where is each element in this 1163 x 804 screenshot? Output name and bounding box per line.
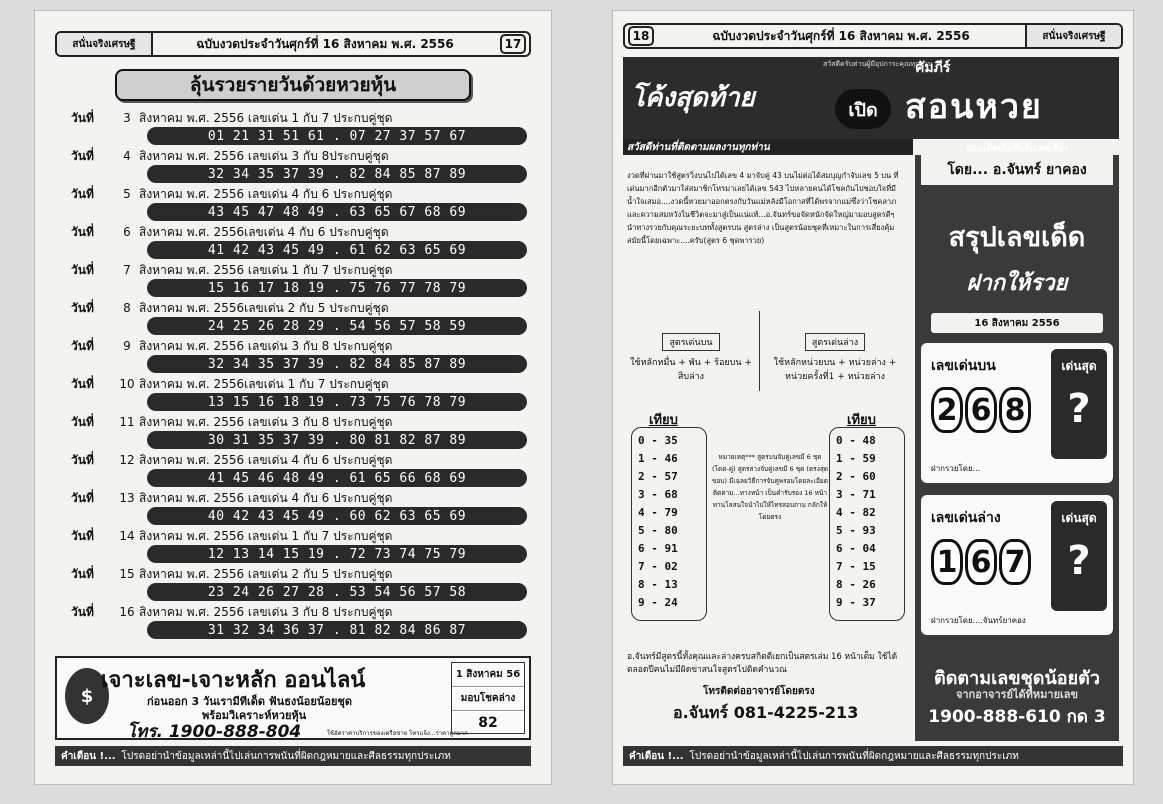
row-numbers: 32 34 35 37 39 . 82 84 85 87 89 — [147, 355, 527, 373]
list-item — [71, 451, 527, 489]
tiab-row: 1 - 46 — [638, 452, 678, 465]
list-item — [71, 565, 527, 603]
tiab-row: 9 - 37 — [836, 596, 876, 609]
page-number: 17 — [500, 34, 526, 54]
list-item — [71, 337, 527, 375]
daily-number-list — [71, 109, 527, 641]
row-day: 11 — [119, 415, 135, 429]
special-label: เด่นสุด — [1061, 359, 1097, 373]
tiab-label-right: เทียบ — [847, 413, 876, 428]
row-heading — [71, 527, 527, 545]
ad-side-box — [451, 662, 525, 734]
tiab-row: 4 - 82 — [836, 506, 876, 519]
row-day: 9 — [123, 339, 131, 353]
middle-notes: หมายเหตุ*** สูตรบนจับคู่เลขมี 6 ชุด (โดด-คู่) สูตรล่างจับคู่เลขมี 6 ชุด (ตรงสุดขอบ) มีเฉลยวิธีการจับคู่พรอมโดยละเอียด ติดตาม...ทางหน้า เป็นคำรับรอง 16 หน้า ทานโลสนใจนำไปให้ไทรสอบถาม กลักให้โดยตรง — [711, 453, 829, 521]
row-wan: วันที่ — [71, 452, 94, 467]
intro-paragraph: งวดที่ผ่านมาใช้สูตรวิ่งบนไปได้เลข 4 มาจับคู่ 43 บนไม่ต่อได้สมบุญกำจับเลข 5 บน ที่เด่นมากอีกตัวมาใส่สมาชิกโหรมาเลยได้เลข 543 ไปหลายคนได้โชคกันไปชอบใจที่มีน้ำใจเสมอ....งวดนี้หวยมาออกตรงกับวันแม่หลังมีโอกาสที่ได้พรจากแม่ซึ่งว่าโชคลาภและความสมหวังในชีวิตจะมาสู่เป็นแน่แท้...อ.จันทร์ขอจัดหนักจัดใหญ่มามอบสูตรดีๆ นำทางรวยกับคุณระยะบททั้งสูตรบน สูตรล่าง เป็นสูตรน้อยชุดที่เหมาะในการเสี่ยงคุ้มสมัยนี้โดยเฉพาะ....ครับ(สูตร 6 ชุดพารวย) — [627, 171, 899, 245]
row-text: สิงหาคม พ.ศ. 2556 เลขเด่น 4 กับ 6 ประกบคู่ชุด — [139, 490, 393, 505]
headline-small: สวัสดีครับท่านผู้มีอุปการะคุณทุกท่าน — [823, 60, 933, 68]
side-label: มอบโชคล่าง — [452, 687, 524, 711]
digit: 6 — [965, 387, 997, 433]
tiab-row: 3 - 71 — [836, 488, 876, 501]
row-text: สิงหาคม พ.ศ. 2556 เลขเด่น 3 กับ 8ประกบคู่ชุด — [139, 148, 389, 163]
row-heading — [71, 375, 527, 393]
row-wan: วันที่ — [71, 186, 94, 201]
ad-note: ใช้อัตราค่าบริการของเครือข่าย โทรแจ้ง...ราคาถูกมาก — [327, 730, 468, 737]
row-numbers: 41 42 43 45 49 . 61 62 63 65 69 — [147, 241, 527, 259]
digit: 6 — [965, 539, 997, 585]
row-heading — [71, 261, 527, 279]
row-heading — [71, 185, 527, 203]
row-wan: วันที่ — [71, 604, 94, 619]
top-number-card — [921, 343, 1113, 483]
side-value: 82 — [478, 715, 498, 731]
list-item — [71, 603, 527, 641]
tiab-row: 8 - 13 — [638, 578, 678, 591]
page-header — [623, 23, 1123, 49]
tiab-row: 4 - 79 — [638, 506, 678, 519]
row-text: สิงหาคม พ.ศ. 2556 เลขเด่น 1 กับ 7 ประกบคู่ชุด — [139, 262, 393, 277]
header-title: ฉบับงวดประจำวันศุกร์ที่ 16 สิงหาคม พ.ศ. 2556 — [196, 36, 454, 51]
row-text: สิงหาคม พ.ศ. 2556 เลขเด่น 4 กับ 6 ประกบคู่ชุด — [139, 452, 393, 467]
warning-label: คำเตือน !... — [629, 750, 684, 762]
row-wan: วันที่ — [71, 110, 94, 125]
row-text: สิงหาคม พ.ศ. 2556เลขเด่น 2 กับ 5 ประกบคู่ชุด — [139, 300, 389, 315]
row-wan: วันที่ — [71, 566, 94, 581]
special-label: เด่นสุด — [1061, 511, 1097, 525]
row-heading — [71, 489, 527, 507]
row-day: 4 — [123, 149, 131, 163]
row-heading — [71, 147, 527, 165]
row-day: 3 — [123, 111, 131, 125]
warning-footer — [55, 746, 531, 766]
row-day: 5 — [123, 187, 131, 201]
row-heading — [71, 565, 527, 583]
contact-label: โทรติดต่ออาจารย์โดยตรง — [703, 686, 815, 697]
brand-logo: สนั่นจริงเศรษฐี — [57, 33, 153, 55]
headline-c: คัมภีร์ — [915, 60, 951, 76]
promo-phone: 1900-888-610 กด 3 — [928, 707, 1106, 727]
summary-column — [915, 144, 1119, 741]
warning-label: คำเตือน !... — [61, 750, 116, 762]
row-heading — [71, 451, 527, 469]
tiab-row: 7 - 15 — [836, 560, 876, 573]
special-value: ? — [1067, 386, 1091, 432]
follow-title: ติดตามเลขชุดน้อยตัว — [934, 668, 1100, 689]
row-heading — [71, 223, 527, 241]
list-item — [71, 147, 527, 185]
ad-main — [57, 658, 468, 742]
row-text: สิงหาคม พ.ศ. 2556 เลขเด่น 3 กับ 8 ประกบคู่ชุด — [139, 414, 393, 429]
row-day: 10 — [119, 377, 135, 391]
tiab-row: 5 - 93 — [836, 524, 876, 537]
row-day: 8 — [123, 301, 131, 315]
row-heading — [71, 603, 527, 621]
special-box — [1051, 349, 1107, 459]
side-date: 1 สิงหาคม 56 — [452, 663, 524, 687]
special-value: ? — [1067, 538, 1091, 584]
row-numbers: 40 42 43 45 49 . 60 62 63 65 69 — [147, 507, 527, 525]
row-wan: วันที่ — [71, 528, 94, 543]
list-item — [71, 223, 527, 261]
row-heading — [71, 299, 527, 317]
author-name: โดย... อ.จันทร์ ยาคอง — [921, 155, 1113, 185]
formula-bottom-label: สูตรเด่นล่าง — [805, 333, 865, 351]
page-header — [55, 31, 531, 57]
row-wan: วันที่ — [71, 414, 94, 429]
row-heading — [71, 413, 527, 431]
row-day: 13 — [119, 491, 135, 505]
row-text: สิงหาคม พ.ศ. 2556 เลขเด่น 1 กับ 7 ประกบคู่ชุด — [139, 528, 393, 543]
contact-phone: อ.จันทร์ 081-4225-213 — [673, 703, 859, 722]
summary-subtitle: ฝากให้รวย — [966, 271, 1068, 296]
digit: 8 — [999, 387, 1031, 433]
formula-bottom-text: ใช้หลักหน่วยบน + หน่วยล่าง + หน่วยครั้งที่1 + หน่วยล่าง — [773, 358, 897, 382]
formula-top-text: ใช้หลักหมื่น + พัน + ร้อยบน + สิบล่าง — [630, 358, 752, 382]
money-bag-icon: $ — [65, 668, 109, 724]
list-item — [71, 185, 527, 223]
headline-a: โค้งสุดท้าย — [631, 83, 755, 113]
left-page — [34, 10, 552, 785]
bottom-paragraph: อ.จันทร์มีสูตรนี้ทั้งคุณและล่างครบสกิตตีเยกเป็นสตรเล่ม 16 หน้าเต็ม ใช้ได้ตลอดปีคนไม่มีผิดข่าสนใจสูตรไปติดคำนวณ — [627, 652, 898, 675]
row-day: 12 — [119, 453, 135, 467]
list-item — [71, 109, 527, 147]
tiab-row: 8 - 26 — [836, 578, 876, 591]
row-text: สิงหาคม พ.ศ. 2556เลขเด่น 1 กับ 7 ประกบคู่ชุด — [139, 376, 389, 391]
tiab-label-left: เทียบ — [649, 413, 678, 428]
headline-banner — [623, 57, 1119, 139]
tiab-row: 6 - 91 — [638, 542, 678, 555]
headline-d: สอนหวย — [905, 87, 1043, 127]
row-text: สิงหาคม พ.ศ. 2556 เลขเด่น 1 กับ 7 ประกบคู่ชุด — [139, 110, 393, 125]
list-item — [71, 489, 527, 527]
row-wan: วันที่ — [71, 262, 94, 277]
tiab-row: 9 - 24 — [638, 596, 678, 609]
row-numbers: 12 13 14 15 19 . 72 73 74 75 79 — [147, 545, 527, 563]
row-day: 15 — [119, 567, 135, 581]
ad-phone: โทร. 1900-888-804 — [127, 722, 302, 742]
row-numbers: 41 45 46 48 49 . 61 65 66 68 69 — [147, 469, 527, 487]
section-banner: ลุ้นรวยรายวันด้วยหวยหุ้น — [115, 69, 471, 101]
row-day: 7 — [123, 263, 131, 277]
ad-title: เจาะเลข-เจาะหลัก ออนไลน์ — [101, 668, 366, 693]
formula-bottom — [765, 333, 905, 383]
row-wan: วันที่ — [71, 490, 94, 505]
row-text: สิงหาคม พ.ศ. 2556 เลขเด่น 2 กับ 5 ประกบคู่ชุด — [139, 566, 393, 581]
ad-subtitle: ก่อนออก 3 วันเรามีทีเด็ด ฟันธงน้อยน้อยชุด — [147, 695, 353, 708]
card-digits — [931, 387, 1031, 433]
row-heading — [71, 109, 527, 127]
list-item — [71, 413, 527, 451]
ad-subtitle-2: พร้อมวิเคราะห์หวยหุ้น — [202, 709, 307, 722]
row-wan: วันที่ — [71, 376, 94, 391]
row-numbers: 13 15 16 18 19 . 73 75 76 78 79 — [147, 393, 527, 411]
tiab-row: 5 - 80 — [638, 524, 678, 537]
summary-title: สรุปเลขเด็ด — [948, 222, 1086, 253]
row-text: สิงหาคม พ.ศ. 2556เลขเด่น 4 กับ 6 ประกบคู่ชุด — [139, 224, 389, 239]
list-item — [71, 527, 527, 565]
formula-top — [627, 333, 755, 383]
brand-logo: สนั่นจริงเศรษฐี — [1025, 25, 1121, 47]
card-label: เลขเด่นล่าง — [931, 510, 1001, 526]
digit: 2 — [931, 387, 963, 433]
row-numbers: 15 16 17 18 19 . 75 76 77 78 79 — [147, 279, 527, 297]
row-numbers: 30 31 35 37 39 . 80 81 82 87 89 — [147, 431, 527, 449]
list-item — [71, 299, 527, 337]
list-item — [71, 261, 527, 299]
row-numbers: 24 25 26 28 29 . 54 56 57 58 59 — [147, 317, 527, 335]
warning-text: โปรดอย่านำข้อมูลเหล่านี้ไปเล่นการพนันที่ผิดกฎหมายและศีลธรรมทุกประเภท — [689, 750, 1019, 762]
bottom-number-card — [921, 495, 1113, 635]
digit: 7 — [999, 539, 1031, 585]
warning-text: โปรดอย่านำข้อมูลเหล่านี้ไปเล่นการพนันที่ผิดกฎหมายและศีลธรรมทุกประเภท — [121, 750, 451, 762]
row-day: 6 — [123, 225, 131, 239]
card-byline: ฝากรวยโดย... — [931, 464, 981, 473]
row-numbers: 32 34 35 37 39 . 82 84 85 87 89 — [147, 165, 527, 183]
tiab-table-right — [829, 427, 905, 621]
row-numbers: 01 21 31 51 61 . 07 27 37 57 67 — [147, 127, 527, 145]
list-item — [71, 375, 527, 413]
headline-b: เปิด — [835, 89, 891, 129]
row-wan: วันที่ — [71, 148, 94, 163]
digit: 1 — [931, 539, 963, 585]
card-digits — [931, 539, 1031, 585]
row-day: 14 — [119, 529, 135, 543]
row-text: สิงหาคม พ.ศ. 2556 เลขเด่น 3 กับ 8 ประกบคู่ชุด — [139, 604, 393, 619]
row-numbers: 23 24 26 27 28 . 53 54 56 57 58 — [147, 583, 527, 601]
right-page — [612, 10, 1134, 785]
tiab-row: 0 - 48 — [836, 434, 876, 447]
row-heading — [71, 337, 527, 355]
row-numbers: 31 32 34 36 37 . 81 82 84 86 87 — [147, 621, 527, 639]
page-number: 18 — [628, 26, 654, 46]
header-title: ฉบับงวดประจำวันศุกร์ที่ 16 สิงหาคม พ.ศ. 2556 — [712, 28, 970, 43]
tiab-row: 2 - 57 — [638, 470, 678, 483]
divider — [759, 311, 760, 391]
warning-footer — [623, 746, 1123, 766]
row-numbers: 43 45 47 48 49 . 63 65 67 68 69 — [147, 203, 527, 221]
row-wan: วันที่ — [71, 338, 94, 353]
tiab-table-left — [631, 427, 707, 621]
tiab-row: 3 - 68 — [638, 488, 678, 501]
tiab-row: 2 - 60 — [836, 470, 876, 483]
row-text: สิงหาคม พ.ศ. 2556 เลขเด่น 3 กับ 8 ประกบคู่ชุด — [139, 338, 393, 353]
follow-subtitle: จากอาจารย์ได้ที่หมายเลข — [955, 688, 1079, 701]
row-wan: วันที่ — [71, 300, 94, 315]
tiab-row: 0 - 35 — [638, 434, 678, 447]
row-text: สิงหาคม พ.ศ. 2556 เลขเด่น 4 กับ 6 ประกบคู่ชุด — [139, 186, 393, 201]
row-wan: วันที่ — [71, 224, 94, 239]
formula-top-label: สูตรเด่นบน — [662, 333, 719, 351]
tiab-row: 7 - 02 — [638, 560, 678, 573]
greeting-bar: สวัสดีท่านที่ติดตามผลงานทุกท่าน — [623, 139, 913, 155]
tiab-row: 6 - 04 — [836, 542, 876, 555]
summary-date: 16 สิงหาคม 2556 — [931, 313, 1103, 333]
card-label: เลขเด่นบน — [931, 358, 996, 374]
card-byline: ฝากรวยโดย....จันทร์ยาคอง — [931, 616, 1026, 625]
sub-banner: ถลมเคิดเกิดลับจับเลขเสียง — [966, 144, 1068, 154]
special-box — [1051, 501, 1107, 611]
tiab-row: 1 - 59 — [836, 452, 876, 465]
row-day: 16 — [119, 605, 135, 619]
online-ad-box — [55, 656, 531, 740]
